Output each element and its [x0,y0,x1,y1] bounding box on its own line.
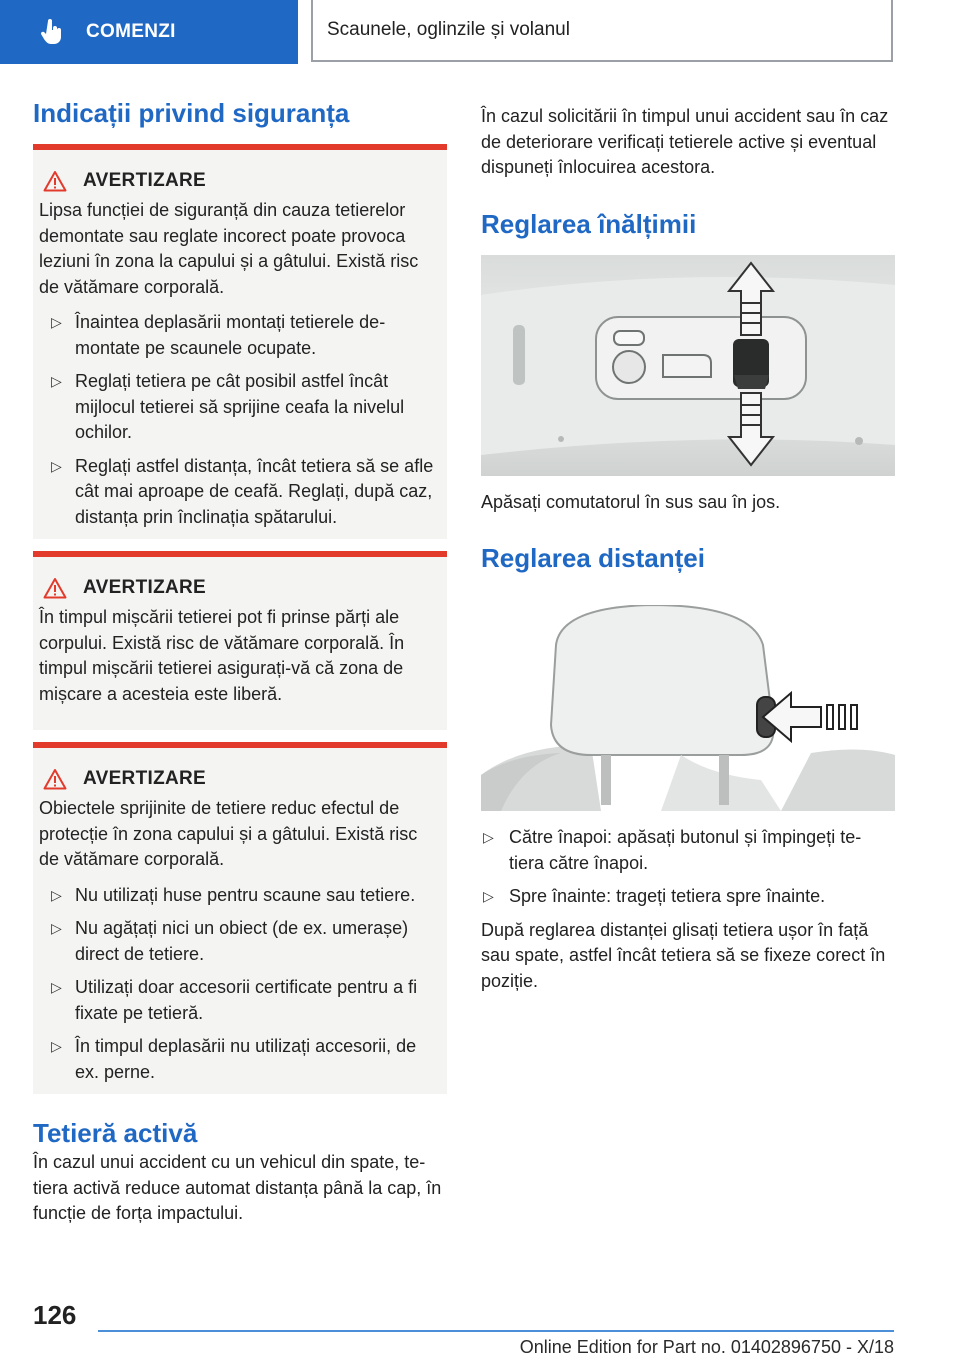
list-item: ▷ Către înapoi: apăsați butonul și împingeți te-tiera către înapoi. [483,827,862,873]
list-item: ▷ Reglați tetiera pe cât posibil astfel încât mijlocul tetierei să sprijine ceafa la nivelul ochilor. [51,371,405,442]
chapter-title: Scaunele, oglinzile și volanul [327,19,570,40]
warning-triangle-icon [43,577,67,599]
triangle-bullet-icon: ▷ [51,920,62,936]
distance-list [481,825,895,910]
warning-header [39,166,435,196]
headrest-image [481,605,895,811]
safety-heading: Indicații privind siguranța [33,98,350,128]
warning-triangle-icon [43,170,67,192]
warning-text: Lipsa funcției de siguranță din cauza tetierelor demontate sau reglate incorect poate provoca leziuni în zona la capului și a gâtului. Există risc de vătămare corporală. [39,200,419,297]
list-item: ▷ Utilizați doar accesorii certificate pentru a fi fixate pe tetieră. [51,977,418,1023]
warning-title: AVERTIZARE [83,768,206,789]
warning-text: În timpul mișcării tetierei pot fi prinse părți ale corpului. Există risc de vătămare corporală. În timpul mișcării tetierei asigurați-vă că zona de mișcare a acesteia este liberă. [39,607,405,704]
triangle-bullet-icon: ▷ [51,979,62,995]
triangle-bullet-icon: ▷ [51,373,62,389]
triangle-bullet-icon: ▷ [51,886,62,903]
list-item: ▷ Reglați astfel distanța, încât tetiera să se afle cât mai aproape de ceafă. Reglați, după caz, distanța prin înclinația spătarului. [51,455,434,527]
height-heading: Reglarea înălțimii [481,208,697,239]
height-caption: Apăsați comutatorul în sus sau în jos. [481,491,781,512]
warning-box-2 [33,551,447,730]
chapter-header [311,0,893,62]
warning-triangle-icon [43,768,67,790]
active-headrest-heading: Tetieră activă [33,1118,198,1148]
warning-text: Obiectele sprijinite de tetiere reduc efectul de protecție în zona capului și a gâtului. Există risc de vătămare corporală. [39,798,418,869]
triangle-bullet-icon: ▷ [51,457,62,474]
triangle-bullet-icon: ▷ [483,829,494,845]
right-column [481,104,895,994]
triangle-bullet-icon: ▷ [51,314,62,330]
warning-header [39,764,435,794]
page-number: 126 [33,1300,77,1330]
distance-text: După reglarea distanței glisați tetiera ușor în față sau spate, astfel încât tetiera să se fixeze corect în poziție. [481,919,886,991]
warning-box-3 [33,742,447,1094]
warning-list [39,310,435,530]
distance-adjust-illustration [481,605,895,811]
section-label: COMENZI [86,21,176,42]
list-item: ▷ În timpul deplasării nu utilizați accesorii, de ex. perne. [51,1036,417,1082]
height-adjust-illustration [481,255,895,476]
seat-switch-image [481,255,895,476]
triangle-bullet-icon: ▷ [483,888,494,904]
distance-heading: Reglarea distanței [481,543,705,573]
warning-title: AVERTIZARE [83,577,206,598]
active-headrest-text: În cazul unui accident cu un vehicul din spate, te-tiera activă reduce automat distanța până la cap, în funcție de forța impactului. [33,1152,442,1223]
footer-divider [98,1330,894,1332]
warning-list [39,883,435,1086]
list-item: ▷ Nu utilizați huse pentru scaune sau tetiere. [39,883,435,909]
intro-text: În cazul solicitării în timpul unui accident sau în caz de deteriorare verificați tetierele active și eventual dispuneți înlocuirea acestora. [481,106,889,177]
list-item: ▷ Nu agățați nici un obiect (de ex. umerașe) direct de tetiere. [51,918,409,964]
edition-text: Online Edition for Part no. 01402896750 - X/18 [519,1337,894,1357]
pointing-hand-icon [40,19,64,45]
left-column [33,96,447,1227]
warning-header [39,573,435,603]
triangle-bullet-icon: ▷ [51,1038,62,1054]
warning-box-1 [33,144,447,539]
section-tab[interactable] [0,0,298,64]
warning-title: AVERTIZARE [83,170,206,191]
list-item: ▷ Înaintea deplasării montați tetierele de-montate pe scaunele ocupate. [51,312,386,358]
list-item: ▷ Spre înainte: trageți tetiera spre înainte. [481,884,895,910]
